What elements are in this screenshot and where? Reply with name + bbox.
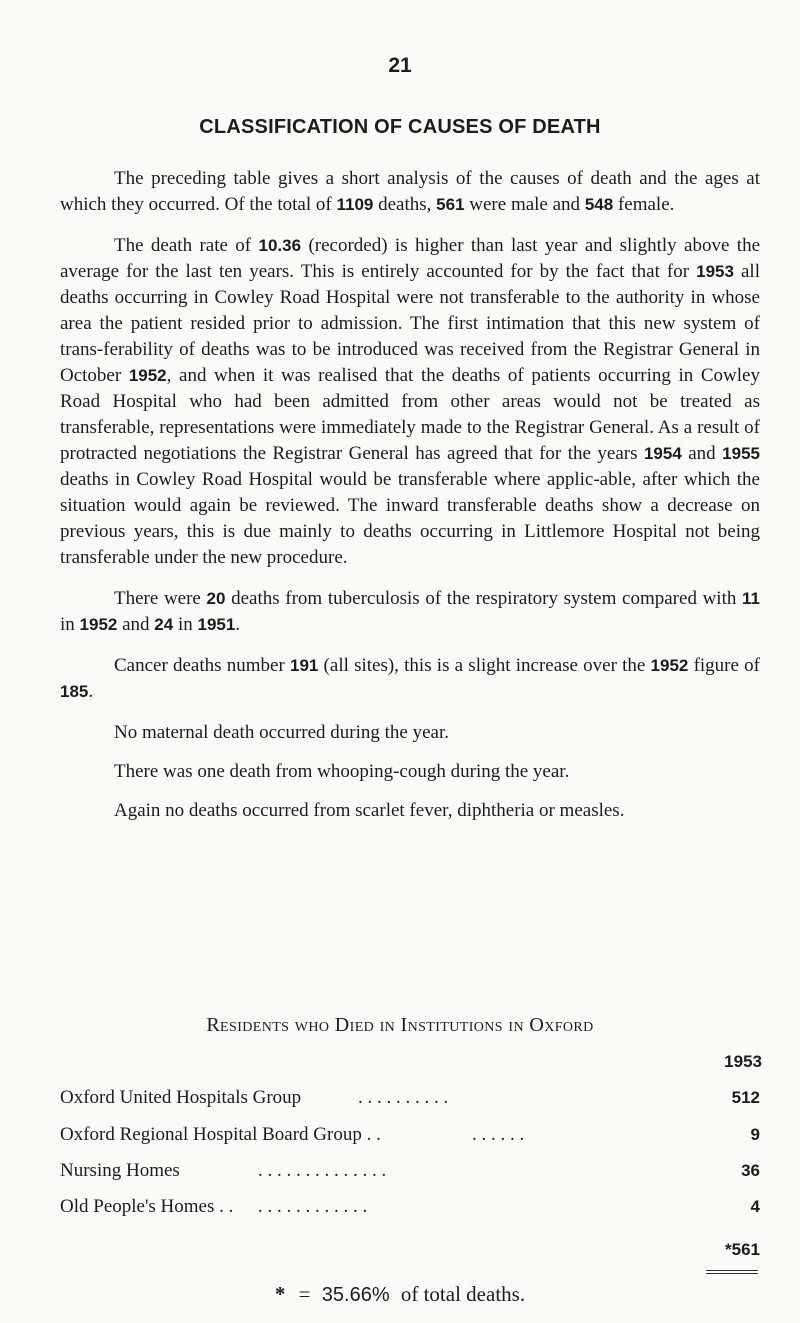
body-text: [60, 166, 760, 837]
number-death-rate: 10.36: [258, 236, 302, 255]
text-segment: and: [681, 443, 723, 464]
footnote: [0, 1282, 800, 1307]
paragraph-scarlet-fever: Again no deaths occurred from scarlet fever, diphtheria or measles.: [114, 800, 625, 821]
text-segment: were male and: [464, 194, 585, 215]
page-number: 21: [388, 54, 412, 77]
text-segment: (all sites), this is a slight increase over the: [318, 655, 651, 676]
row-label: Oxford Regional Hospital Board Group . .: [60, 1124, 381, 1145]
table-year-header: 1953: [724, 1052, 762, 1071]
footnote-equals: =: [298, 1282, 311, 1306]
text-segment: There were: [114, 588, 207, 609]
total-double-rule: [706, 1273, 758, 1274]
text-segment: .: [235, 614, 241, 635]
row-leader-dots: . . . . . . . . . . . .: [258, 1196, 368, 1217]
text-segment: figure of: [688, 655, 760, 676]
text-segment: .: [88, 681, 94, 702]
number-tb-1952: 11: [742, 589, 760, 608]
row-value: 9: [750, 1125, 760, 1144]
text-segment: deaths,: [373, 194, 437, 215]
text-segment: in: [60, 614, 80, 635]
row-value: 4: [750, 1197, 760, 1216]
number-year: 1952: [650, 656, 689, 675]
text-segment: female.: [613, 194, 675, 215]
paragraph-deaths-summary: [60, 166, 760, 218]
number-female-deaths: 548: [584, 195, 614, 214]
table-row: [60, 1196, 760, 1222]
text-segment: (recorded) is higher than last year and slightly above the average for the last ten years. This is entirely accounted for by the fact that for: [60, 235, 760, 282]
number-total-deaths: 1109: [336, 195, 374, 214]
table-row: [60, 1087, 760, 1113]
number-year: 1954: [643, 444, 682, 463]
footnote-text: of total deaths.: [400, 1282, 526, 1306]
paragraph-tuberculosis: [60, 586, 760, 638]
row-leader-dots: . . . . . . . . . . . . . .: [258, 1160, 387, 1181]
table-title: Residents who Died in Institutions in Oxford: [206, 1014, 594, 1036]
row-label: Oxford United Hospitals Group: [60, 1087, 302, 1108]
text-segment: deaths from tuberculosis of the respiratory system compared with: [225, 588, 743, 609]
row-label: Old People's Homes . .: [60, 1196, 234, 1217]
footnote-star: *: [274, 1282, 286, 1306]
number-cancer-1952: 185: [60, 682, 89, 701]
table-total: *561: [725, 1240, 760, 1259]
text-segment: deaths in Cowley Road Hospital would be transferable where applic-able, after which the situation would again be reviewed. The inward transferable deaths show a decrease on previous years, this is due mainly to deaths occurring in Littlemore Hospital not being transferable under the new procedure.: [60, 469, 760, 568]
paragraph-whooping-cough: There was one death from whooping-cough during the year.: [114, 761, 570, 782]
row-label: Nursing Homes: [60, 1160, 180, 1181]
table-row: [60, 1160, 760, 1186]
text-segment: and: [117, 614, 155, 635]
paragraph-cancer: [60, 653, 760, 705]
total-double-rule: [706, 1270, 758, 1271]
number-cancer-deaths: 191: [289, 656, 319, 675]
footnote-percentage: 35.66%: [321, 1284, 390, 1306]
number-year: 1951: [197, 615, 236, 634]
number-tb-deaths: 20: [206, 589, 226, 608]
row-leader-dots: . . . . . .: [472, 1124, 525, 1145]
row-value: 512: [731, 1088, 760, 1107]
text-segment: The death rate of: [114, 235, 259, 256]
paragraph-maternal: No maternal death occurred during the year.: [114, 722, 449, 743]
number-year: 1952: [128, 366, 167, 385]
row-value: 36: [741, 1161, 760, 1180]
paragraph-death-rate: [60, 233, 760, 571]
row-leader-dots: . . . . . . . . . .: [358, 1087, 449, 1108]
number-tb-1951: 24: [154, 615, 174, 634]
number-year: 1952: [79, 615, 118, 634]
text-segment: all deaths occurring in Cowley Road Hospital were not transferable to the authority in whose area the patient resided prior to admission. The first intimation that this new system of trans-ferability of deaths was to be introduced was received from the Registrar General in October: [60, 261, 760, 386]
number-year: 1953: [696, 262, 734, 281]
text-segment: , and when it was realised that the deaths of patients occurring in Cowley Road Hospital who had been admitted from other areas would not be treated as transferable, representations were immediately made to the Registrar General. As a result of protracted negotiations the Registrar General has agreed that for the years: [60, 365, 760, 464]
number-male-deaths: 561: [436, 195, 465, 214]
number-year: 1955: [722, 444, 760, 463]
text-segment: The preceding table gives a short analysis of the causes of death and the ages at which they occurred. Of the total of: [60, 168, 760, 215]
page-title: CLASSIFICATION OF CAUSES OF DEATH: [199, 116, 601, 138]
text-segment: in: [173, 614, 198, 635]
table-row: [60, 1124, 760, 1150]
text-segment: Cancer deaths number: [114, 655, 290, 676]
